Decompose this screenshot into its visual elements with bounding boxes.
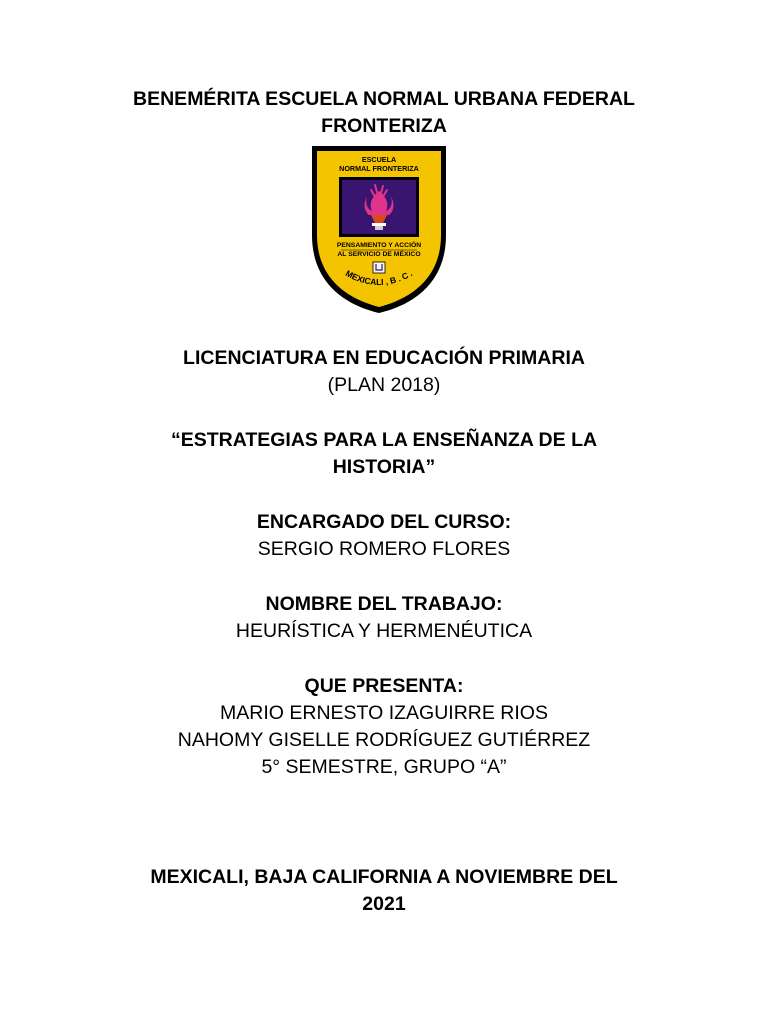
logo-top-text-1: ESCUELA — [361, 155, 397, 164]
degree-title: LICENCIATURA EN EDUCACIÓN PRIMARIA — [183, 347, 585, 369]
small-emblem-icon — [373, 262, 385, 273]
course-title — [0, 427, 768, 481]
presenter-name: NAHOMY GISELLE RODRÍGUEZ GUTIÉRREZ — [177, 729, 591, 751]
work-label: NOMBRE DEL TRABAJO: — [265, 593, 503, 615]
degree-plan: (PLAN 2018) — [327, 374, 441, 396]
institution-name-line-1: BENEMÉRITA ESCUELA NORMAL URBANA FEDERAL — [133, 88, 635, 110]
degree-section — [0, 345, 768, 399]
location-date-line-1: MEXICALI, BAJA CALIFORNIA A NOVIEMBRE DEL — [150, 866, 618, 888]
location-date-line-2: 2021 — [362, 893, 406, 915]
presenters-label: QUE PRESENTA: — [304, 675, 464, 697]
location-date — [0, 864, 768, 918]
course-title-line-1: “ESTRATEGIAS PARA LA ENSEÑANZA DE LA — [170, 429, 598, 451]
instructor-section — [0, 509, 768, 563]
logo-motto-1: PENSAMIENTO Y ACCIÓN — [336, 242, 422, 249]
logo-motto-2: AL SERVICIO DE MÉXICO — [337, 251, 421, 258]
logo-location: MEXICALI , B . C . — [343, 268, 415, 288]
school-crest-logo — [309, 143, 449, 315]
logo-top-text-2: NORMAL FRONTERIZA — [339, 164, 419, 173]
presenters-section — [0, 673, 768, 781]
presenters-group: 5° SEMESTRE, GRUPO “A” — [261, 756, 507, 778]
institution-name — [0, 86, 768, 140]
institution-name-line-2: FRONTERIZA — [321, 115, 447, 137]
instructor-label: ENCARGADO DEL CURSO: — [256, 511, 512, 533]
course-title-line-2: HISTORIA” — [332, 456, 436, 478]
torch-base — [372, 223, 386, 226]
presenter-name: MARIO ERNESTO IZAGUIRRE RIOS — [220, 702, 548, 724]
instructor-name: SERGIO ROMERO FLORES — [257, 538, 511, 560]
work-section — [0, 591, 768, 645]
work-title: HEURÍSTICA Y HERMENÉUTICA — [235, 620, 533, 642]
torch-handle — [375, 226, 383, 230]
